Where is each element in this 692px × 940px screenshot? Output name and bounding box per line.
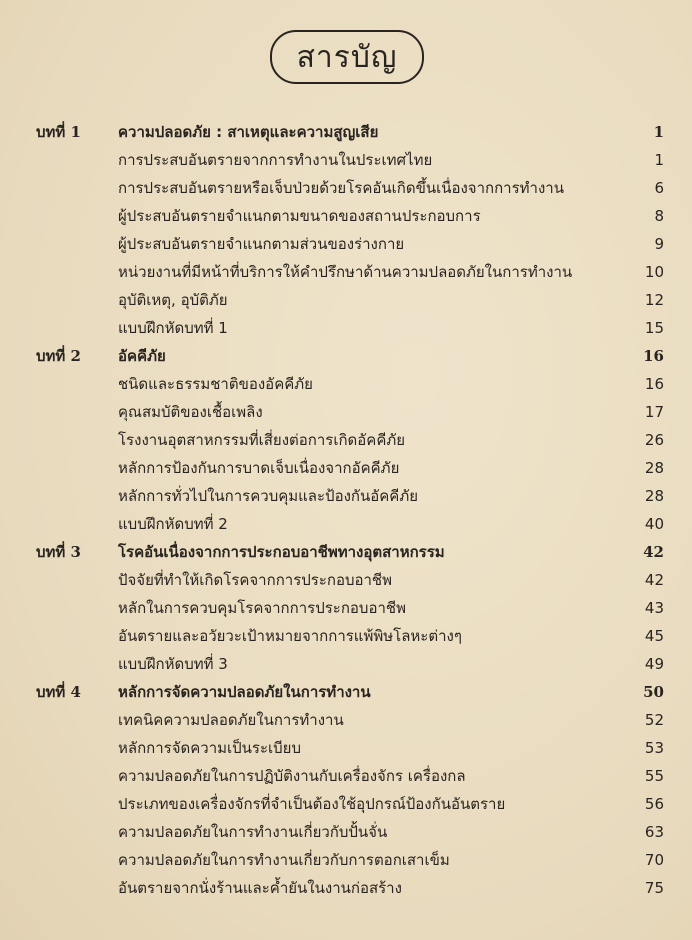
page-number: 17 xyxy=(644,403,664,421)
entry-title: อันตรายและอวัยวะเป้าหมายจากการแพ้พิษโลหะต่างๆ xyxy=(118,627,462,645)
chapter-label: บทที่ 3 xyxy=(36,543,81,561)
toc-entry-row xyxy=(0,454,692,482)
entry-title: การประสบอันตรายจากการทำงานในประเทศไทย xyxy=(118,151,433,169)
toc-entry-row xyxy=(0,594,692,622)
entry-title: ปัจจัยที่ทำให้เกิดโรคจากการประกอบอาชีพ xyxy=(118,571,392,589)
toc-entry-row xyxy=(0,258,692,286)
page-number: 45 xyxy=(644,627,664,645)
entry-title: ชนิดและธรรมชาติของอัคคีภัย xyxy=(118,375,313,393)
page-number: 42 xyxy=(643,543,664,561)
page-number: 9 xyxy=(654,235,664,253)
page-title: สารบัญ xyxy=(296,39,398,75)
page-number: 75 xyxy=(644,879,664,897)
entry-title: โรคอันเนื่องจากการประกอบอาชีพทางอุตสาหกรรม xyxy=(118,543,445,561)
entry-title: การประสบอันตรายหรือเจ็บป่วยด้วยโรคอันเกิดขึ้นเนื่องจากการทำงาน xyxy=(118,179,564,197)
entry-title: อันตรายจากนั่งร้านและค้ำยันในงานก่อสร้าง xyxy=(118,879,402,897)
entry-title: หน่วยงานที่มีหน้าที่บริการให้คำปรึกษาด้านความปลอดภัยในการทำงาน xyxy=(118,263,573,281)
entry-title: ความปลอดภัยในการทำงานเกี่ยวกับการตอกเสาเข็ม xyxy=(118,851,450,869)
page-number: 70 xyxy=(644,851,664,869)
page-number: 26 xyxy=(644,431,664,449)
page-number: 1 xyxy=(654,151,664,169)
entry-title: อุบัติเหตุ, อุบัติภัย xyxy=(118,291,228,309)
entry-title: แบบฝึกหัดบทที่ 2 xyxy=(118,515,228,533)
page-number: 40 xyxy=(644,515,664,533)
toc-entry-row xyxy=(0,650,692,678)
entry-title: คุณสมบัติของเชื้อเพลิง xyxy=(118,403,263,421)
page-number: 50 xyxy=(643,683,664,701)
toc-entry-row xyxy=(0,734,692,762)
entry-title: ผู้ประสบอันตรายจำแนกตามขนาดของสถานประกอบการ xyxy=(118,207,481,225)
toc-entry-row xyxy=(0,286,692,314)
toc-entry-row xyxy=(0,314,692,342)
entry-title: หลักการจัดความปลอดภัยในการทำงาน xyxy=(118,683,371,701)
toc-entry-row xyxy=(0,398,692,426)
page-number: 16 xyxy=(644,375,664,393)
entry-title: หลักในการควบคุมโรคจากการประกอบอาชีพ xyxy=(118,599,406,617)
toc-entry-row xyxy=(0,622,692,650)
page-number: 6 xyxy=(654,179,664,197)
toc-entry-row xyxy=(0,202,692,230)
toc-entry-row xyxy=(0,846,692,874)
page-number: 63 xyxy=(644,823,664,841)
chapter-label: บทที่ 1 xyxy=(36,123,81,141)
toc-entry-row xyxy=(0,510,692,538)
toc-entry-row xyxy=(0,146,692,174)
page-number: 28 xyxy=(644,459,664,477)
toc-entry-row xyxy=(0,790,692,818)
toc-chapter-row xyxy=(0,342,692,370)
toc-entry-row xyxy=(0,482,692,510)
entry-title: อัคคีภัย xyxy=(118,347,166,365)
entry-title: หลักการป้องกันการบาดเจ็บเนื่องจากอัคคีภัย xyxy=(118,459,400,477)
entry-title: ความปลอดภัย : สาเหตุและความสูญเสีย xyxy=(118,123,379,141)
entry-title: หลักการทั่วไปในการควบคุมและป้องกันอัคคีภัย xyxy=(118,487,418,505)
toc-entry-row xyxy=(0,566,692,594)
chapter-label: บทที่ 4 xyxy=(36,683,81,701)
page-number: 52 xyxy=(644,711,664,729)
toc-entry-row xyxy=(0,706,692,734)
toc-entry-row xyxy=(0,426,692,454)
toc-chapter-row xyxy=(0,538,692,566)
page-number: 56 xyxy=(644,795,664,813)
page-number: 15 xyxy=(644,319,664,337)
toc-entry-row xyxy=(0,370,692,398)
toc-entry-row xyxy=(0,230,692,258)
toc-entry-row xyxy=(0,174,692,202)
toc-chapter-row xyxy=(0,678,692,706)
toc-chapter-row xyxy=(0,118,692,146)
title-frame xyxy=(270,30,424,84)
entry-title: โรงงานอุตสาหกรรมที่เสี่ยงต่อการเกิดอัคคีภัย xyxy=(118,431,406,449)
table-of-contents xyxy=(0,118,692,902)
entry-title: แบบฝึกหัดบทที่ 1 xyxy=(118,319,228,337)
page-number: 16 xyxy=(643,347,664,365)
entry-title: ความปลอดภัยในการปฏิบัติงานกับเครื่องจักร เครื่องกล xyxy=(118,767,466,785)
page-number: 12 xyxy=(644,291,664,309)
toc-entry-row xyxy=(0,818,692,846)
page-number: 1 xyxy=(653,123,664,141)
page-number: 8 xyxy=(654,207,664,225)
entry-title: เทคนิคความปลอดภัยในการทำงาน xyxy=(118,711,344,729)
entry-title: ผู้ประสบอันตรายจำแนกตามส่วนของร่างกาย xyxy=(118,235,405,253)
entry-title: ความปลอดภัยในการทำงานเกี่ยวกับปั้นจั่น xyxy=(118,823,388,841)
page-number: 10 xyxy=(644,263,664,281)
toc-entry-row xyxy=(0,762,692,790)
entry-title: หลักการจัดความเป็นระเบียบ xyxy=(118,739,301,757)
page-number: 53 xyxy=(644,739,664,757)
page-number: 49 xyxy=(644,655,664,673)
entry-title: ประเภทของเครื่องจักรที่จำเป็นต้องใช้อุปกรณ์ป้องกันอันตราย xyxy=(118,795,506,813)
page-number: 55 xyxy=(644,767,664,785)
page-number: 28 xyxy=(644,487,664,505)
chapter-label: บทที่ 2 xyxy=(36,347,81,365)
page-number: 43 xyxy=(644,599,664,617)
toc-entry-row xyxy=(0,874,692,902)
page-number: 42 xyxy=(644,571,664,589)
entry-title: แบบฝึกหัดบทที่ 3 xyxy=(118,655,228,673)
